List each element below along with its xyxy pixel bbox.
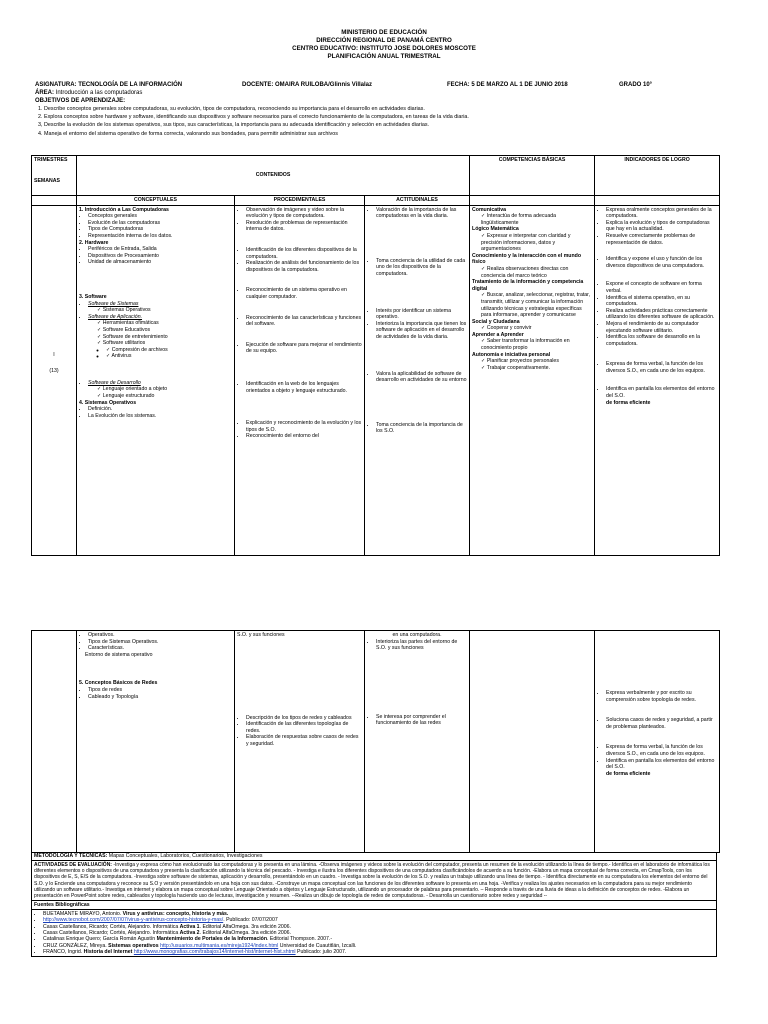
trimestre-label: TRIMESTRES [34,157,68,163]
list-item: ✓ ◦ Antivirus [106,353,232,360]
list-item: • Interioriza la importancia que tienen los software de aplicación en el desarrollo de actividades de la vida diaria. [376,321,467,341]
reference-item: • BUETAMANTE MIRAYO, Antonio. Virus y antivirus: concepto, historia y más. [43,911,714,917]
sw-desarrollo: Software de Desarrollo [88,379,141,386]
list-item: ✓ Saber transformar la información en conocimiento propio [481,338,592,351]
list-item: • Identifica y expone el uso y función de los diversos dispositivos de una computadora. [606,256,717,269]
so-list [79,406,232,419]
competencias-header: COMPETENCIAS BÁSICAS [470,156,595,196]
sw-aplicacion: Software de Aplicación. [88,313,143,320]
metodologia-label: METODOLOGÍA Y TÉCNICAS: [34,853,108,859]
bottom-section [31,852,717,957]
reference-link[interactable]: http://www.monografias.com/trabajos14/internet-hist/internet-hist.shtml [133,948,296,955]
asignatura: ASIGNATURA: TECNOLOGÍA DE LA INFORMACIÓN [35,82,183,88]
topic-software: 3. Software [79,293,107,300]
trimestre-cell [32,205,77,555]
list-item [88,380,232,400]
list-item: ✓ Software de entretenimiento [97,334,232,341]
metodologia-value: Mapas Conceptuales, Laboratorios, Cuestionarios, Investigaciones [107,853,263,859]
list-item: • Mejora el rendimiento de su computador ejecutando software utilitario. [606,321,717,334]
objective-item: 1. Describe conceptos generales sobre computadoras, su evolución, tipos de computadora, reconociendo su importancia para el desarrollo en actividades diarias. [38,106,425,112]
objective-item: 2. Explora conceptos sobre hardware y software, identificando sus dispositivos y software necesarios para el correcto funcionamiento de la computadora, en tareas de la vida diaria. [38,114,469,120]
trimestre-value: I [53,351,55,358]
area-label: ÁREA: [35,90,54,96]
reference-item: • http://www.tecnobot.com/2007/07/07/virus-y-antivirus-concepto-historia-y-mas/. Publicado: 07/07/2007 [43,917,714,923]
indicadores-header: INDICADORES DE LOGRO [595,156,720,196]
list-item: • Dispositivos de Procesamiento [88,253,232,260]
list-item: • Operativos. [88,632,232,639]
reference-link[interactable]: http://usuarios.multimania.es/mireja1924/index.html [160,942,279,949]
list-item: • Elaboración de respuestas sobre casos de redes y seguridad. [246,734,362,747]
list-item: • Ejecución de software para mejorar el rendimiento de su equipo. [246,342,362,355]
reference-item: • Casas Castellanos, Ricardo; Cortés, Alejandro. Informática Activa 2. Editorial AlfaOmega. 3ra edición 2006. [43,930,714,936]
metodologia-row [31,852,717,861]
list-item: • Valora la aplicabilidad de software de desarrollo en actividades de su entorno [376,371,467,384]
list-item: ✓ Lenguaje orientado a objeto [97,386,232,393]
topic-redes: 5. Conceptos Básicos de Redes [79,680,158,687]
comp-comunicativa: Comunicativa [472,206,507,213]
list-item: • Tipos de Computadoras [88,226,232,233]
list-item: • Reconocimiento de un sistema operativo en cualquier computador. [246,287,362,300]
sw-utilitarios: Software utilitarios [102,340,146,347]
competencias-cell-2 [470,631,595,853]
reference-item: • Casas Castellanos, Ricardo; Cortés, Alejandro. Informática Activa 1. Editorial AlfaOmega. 3ra edición 2006. [43,924,714,930]
sw-sistemas: Software de Sistemas [88,300,139,307]
list-item: • Identifica en pantalla los elementos del entorno del S.O. [606,758,717,771]
list-item: • Realiza actividades prácticas correctamente utilizando los diferentes software de aplicación. [606,308,717,321]
list-item: • Identifica en pantalla los elementos del entorno del S.O. [606,386,717,399]
list-item: • La Evolución de los sistemas. [88,413,232,420]
act-list [367,207,467,435]
list-item: • Realización de análisis del funcionamiento de los dispositivos de la computadora. [246,260,362,273]
objective-item: 4. Maneja el entorno del sistema operativo de forma correcta, valorando sus bondades, para permitir administrar sus archivos [38,131,338,137]
list-item: • Evolución de las computadoras [88,220,232,227]
ind-eficiente: de forma eficiente [606,399,651,406]
semanas-label: SEMANAS [34,177,60,184]
planning-table-page2 [31,630,720,853]
list-item: • Explicación y reconocimiento de la evolución y los tipos de S.O. [246,420,362,433]
semanas-value: (13) [49,368,59,375]
list-item: ✓ Buscar, analizar, seleccionar, registrar, tratar, transmitir, utilizar y comunicar la información utilizando técnicas y estrategias específicas para informarse, aprender y comunicarse [481,292,592,318]
actitudinales-cell [365,205,470,555]
refs-row [31,910,717,957]
so-cont-list [79,632,232,652]
list-item: ✓ Interactúa de forma adecuada lingüísticamente [481,213,592,226]
grado: GRADO 10° [619,82,653,88]
list-item [97,340,232,360]
header-school: CENTRO EDUCATIVO: INSTITUTO JOSE DOLORES MOSCOTE [292,45,476,52]
reference-link[interactable]: http://www.tecnobot.com/2007/07/07/virus-y-antivirus-concepto-historia-y-mas/ [43,917,224,924]
list-item: • Identifica el sistema operativo, en su computadora. [606,295,717,308]
list-item: • Definición. [88,406,232,413]
procedimentales-header: PROCEDIMENTALES [235,196,365,206]
reference-item: • CRUZ GONZÁLEZ, Mireya. Sistemas operativos http://usuarios.multimania.es/mireja1924/index.html Universidad de Cuautitlán, Izcalli. [43,943,714,949]
blank-cell [32,196,77,206]
actitudinales-header: ACTITUDINALES [365,196,470,206]
intro-list [79,213,232,239]
list-item: • Representación interna de los datos. [88,233,232,240]
header-region: DIRECCIÓN REGIONAL DE PANAMÁ CENTRO [316,37,452,44]
indicadores-cell-2 [595,631,720,853]
list-item [88,301,232,314]
list-item [88,314,232,360]
conceptuales-cell [77,205,235,555]
ind-list [597,207,717,400]
comp-logico: Lógico Matemática [472,226,519,233]
list-item: ✓ Herramientas ofimáticas [97,320,232,327]
topic-intro: 1. Introducción a Las Computadoras [79,206,169,213]
act-top: en una computadora. [392,632,442,638]
header-ministry: MINISTERIO DE EDUCACIÓN [341,29,427,36]
list-item: ✓ Software Educativos [97,327,232,334]
area-line [35,90,142,98]
list-item: • Interioriza las partes del entorno de S.O. y sus funciones [376,639,467,652]
procedimentales-cell [235,205,365,555]
entorno-label: Entorno de sistema operativo [85,651,153,658]
actividades-value: -Investiga y expresa cómo han evolucionado las computadoras y lo presenta en una lámina. -Observa imágenes y videos sobre la evolución del computador, presenta un resumen de la evolución utilizando la línea de tiempo.- Identifica en el laboratorio de informática los diferentes elementos o dispositivos de una computadora y presenta la clasificación utilizando la técnica del pescado. - Investiga e ilustra los diferentes dispositivos de una computadora clasificándolos de acuerdo a su función. -Elabora un mapa conceptual de forma correcta, en CmapTools, con los dispositivos de E, S, E/S de la computadora. -Investiga sobre software de sistemas, aplicación y desarrollo, presentándolo en un cuadro. - Investiga sobre la evolución de los S.O. y realiza un trabajo utilizando una línea de tiempo. - Identifica directamente en su computadora los elementos del entorno del S.O. y lo Enciende una computadora y reconoce su S.O y versión presentándolo en una hoja con sus datos. -Construye un mapa conceptual con las funciones de los diferentes software lo presenta en una hoja. -Verifica y realiza los ajustes necesarios en la computadora para su mejor rendimiento utilizando un software utilitario.- Investiga en internet y elabora un mapa conceptual sobre Lenguaje Orientado a objetos y Lenguaje Estructurado, utilizando un procesador de palabras para presentarlo. – Responde a través de una lluvia de ideas a la definición de conceptos de redes. -Elabora un presentación en PowerPoint sobre redes, cableados y topología haciendo uso de lecturas, investigación y resumen. --Realiza un dibujo de topología de redes de computadoras. - Desarrolla un cuestionario sobre redes y seguridad -- [34,862,710,899]
list-item: • Tipos de Sistemas Operativos. [88,639,232,646]
list-item: ✓ Realiza observaciones directas con conciencia del marco teórico [481,266,592,279]
area-value: Introducción a las computadoras [54,90,143,96]
act-list-2 [367,639,467,727]
list-item: • Unidad de almacenamiento [88,259,232,266]
actividades-label: ACTIVIDADES DE EVALUACIÓN: [34,862,112,869]
list-item: ✓ Cooperar y convivir [481,325,592,332]
objetivos-title: OBJETIVOS DE APRENDIZAJE: [35,98,126,104]
conceptuales-header: CONCEPTUALES [77,196,235,206]
list-item: ✓ Lenguaje estructurado [97,393,232,400]
list-item: • Expresa de forma verbal, la función de los diversos S.O., en cada uno de los equipos. [606,744,717,757]
docente: DOCENTE: OMAIRA RUILOBA/Glinnis Villalaz [242,82,373,88]
topic-so: 4. Sistemas Operativos [79,399,137,406]
redes-list [79,687,232,700]
list-item: ✓ ◦ Compresión de archivos [106,347,232,354]
procedimentales-cell-2 [235,631,365,853]
list-item: • Toma conciencia de la importancia de los S.O. [376,422,467,435]
comp-autonomia: Autonomía e iniciativa personal [472,351,551,358]
hardware-list [79,246,232,266]
list-item: • Identifica los software de desarrollo en la computadora. [606,334,717,347]
list-item: • Resolución de problemas de representación interna de datos. [246,220,362,233]
list-item: • Observación de imágenes y video sobre la evolución y tipos de computadora. [246,207,362,220]
list-item: • Cableado y Topología [88,694,232,701]
list-item: • Características. [88,645,232,652]
trimestre-cell [32,631,77,853]
list-item: • Reconocimiento de las características y funciones del software. [246,315,362,328]
desarrollo-list [79,380,232,400]
list-item: • Expresa de forma verbal, la función de los diversos S.O., en cada uno de los equipos. [606,361,717,374]
comp-aprender: Aprender a Aprender [472,331,524,338]
list-item: ✓ Expresar e interpretar con claridad y precisión informaciones, datos y argumentaciones [481,233,592,253]
comp-social: Social y Ciudadana [472,318,520,325]
list-item: • Identificación de los diferentes dispositivos de la computadora. [246,247,362,260]
list-item: ✓ Trabajar cooperativamente. [481,365,592,372]
list-item: • Explica la evolución y tipos de computadoras que hay en la actualidad. [606,220,717,233]
objective-item: 3, Describe la evolución de los sistemas operativos, sus tipos, sus características, la importancia para su adecuada identificación y selección en actividades diarias. [38,122,430,128]
proc-list-2 [237,715,362,748]
list-item: • Periféricos de Entrada, Salida [88,246,232,253]
actividades-row [31,861,717,901]
list-item: • Resuelve correctamente problemas de representación de datos. [606,233,717,246]
blank-cell [595,196,720,206]
ind-eficiente-2: de forma eficiente [606,770,651,777]
list-item: • Interés por identificar un sistema operativo. [376,308,467,321]
reference-item: • Catalinas Enrique Quero; García Román Agustín Mantenimiento de Portales de la Información. Editorial Thompson. 2007.- [43,936,714,942]
blank-cell [470,196,595,206]
list-item: ✓ Planificar proyectos personales [481,358,592,365]
header-plan-title: PLANIFICACIÓN ANUAL TRIMESTRAL [327,53,441,60]
list-item: • Identificación de las diferentes topologías de redes. [246,721,362,734]
list-item: • Conceptos generales [88,213,232,220]
indicadores-cell [595,205,720,555]
software-list [79,301,232,360]
list-item: • Descripción de los tipos de redes y cableados [246,715,362,722]
list-item: • Toma conciencia de la utilidad de cada uno de los dispositivos de la computadora. [376,258,467,278]
trimestre-header [32,156,77,196]
list-item: • Soluciona casos de redes y seguridad, a partir de problemas planteados. [606,717,717,730]
fecha: FECHA: 5 DE MARZO AL 1 DE JUNIO 2018 [447,82,568,88]
comp-conocimiento: Conocimiento y la interacción con el mundo físico [472,252,581,266]
list-item: ✓ Sistemas Operativos [97,307,232,314]
comp-tratamiento: Tratamiento de la información y competencia digital [472,279,584,292]
competencias-cell [470,205,595,555]
list-item: • Expresa oralmente conceptos generales de la computadora. [606,207,717,220]
reference-item: • FRANCO, Ingrid. Historia del Internet http://www.monografias.com/trabajos14/internet-hist/internet-hist.shtml Publicado: julio 2007. [43,949,714,955]
list-item: • Expresa verbalmente y por escrito su comprensión sobre topología de redes. [606,690,717,703]
proc-top: S.O. y sus funciones [237,632,285,638]
conceptuales-cell-2 [77,631,235,853]
list-item: • Expone el concepto de software en forma verbal. [606,281,717,294]
list-item: • Tipos de redes [88,687,232,694]
contenidos-header: CONTENIDOS [77,156,470,196]
ind-list-2 [597,690,717,771]
list-item: • Valoración de la importancia de las computadoras en la vida diaria. [376,207,467,220]
refs-list [34,911,714,955]
proc-list [237,207,362,440]
planning-table [31,155,720,556]
fuentes-row: Fuentes Bibliográficas [31,901,717,910]
list-item: • Se interesa por comprender el funcionamiento de las redes [376,714,467,727]
topic-hardware: 2. Hardware [79,239,109,246]
list-item: • Identificación en la web de los lenguajes orientados a objeto y lenguaje estructurado. [246,381,362,394]
list-item: • Reconocimiento del entorno del [246,433,362,440]
actitudinales-cell-2 [365,631,470,853]
